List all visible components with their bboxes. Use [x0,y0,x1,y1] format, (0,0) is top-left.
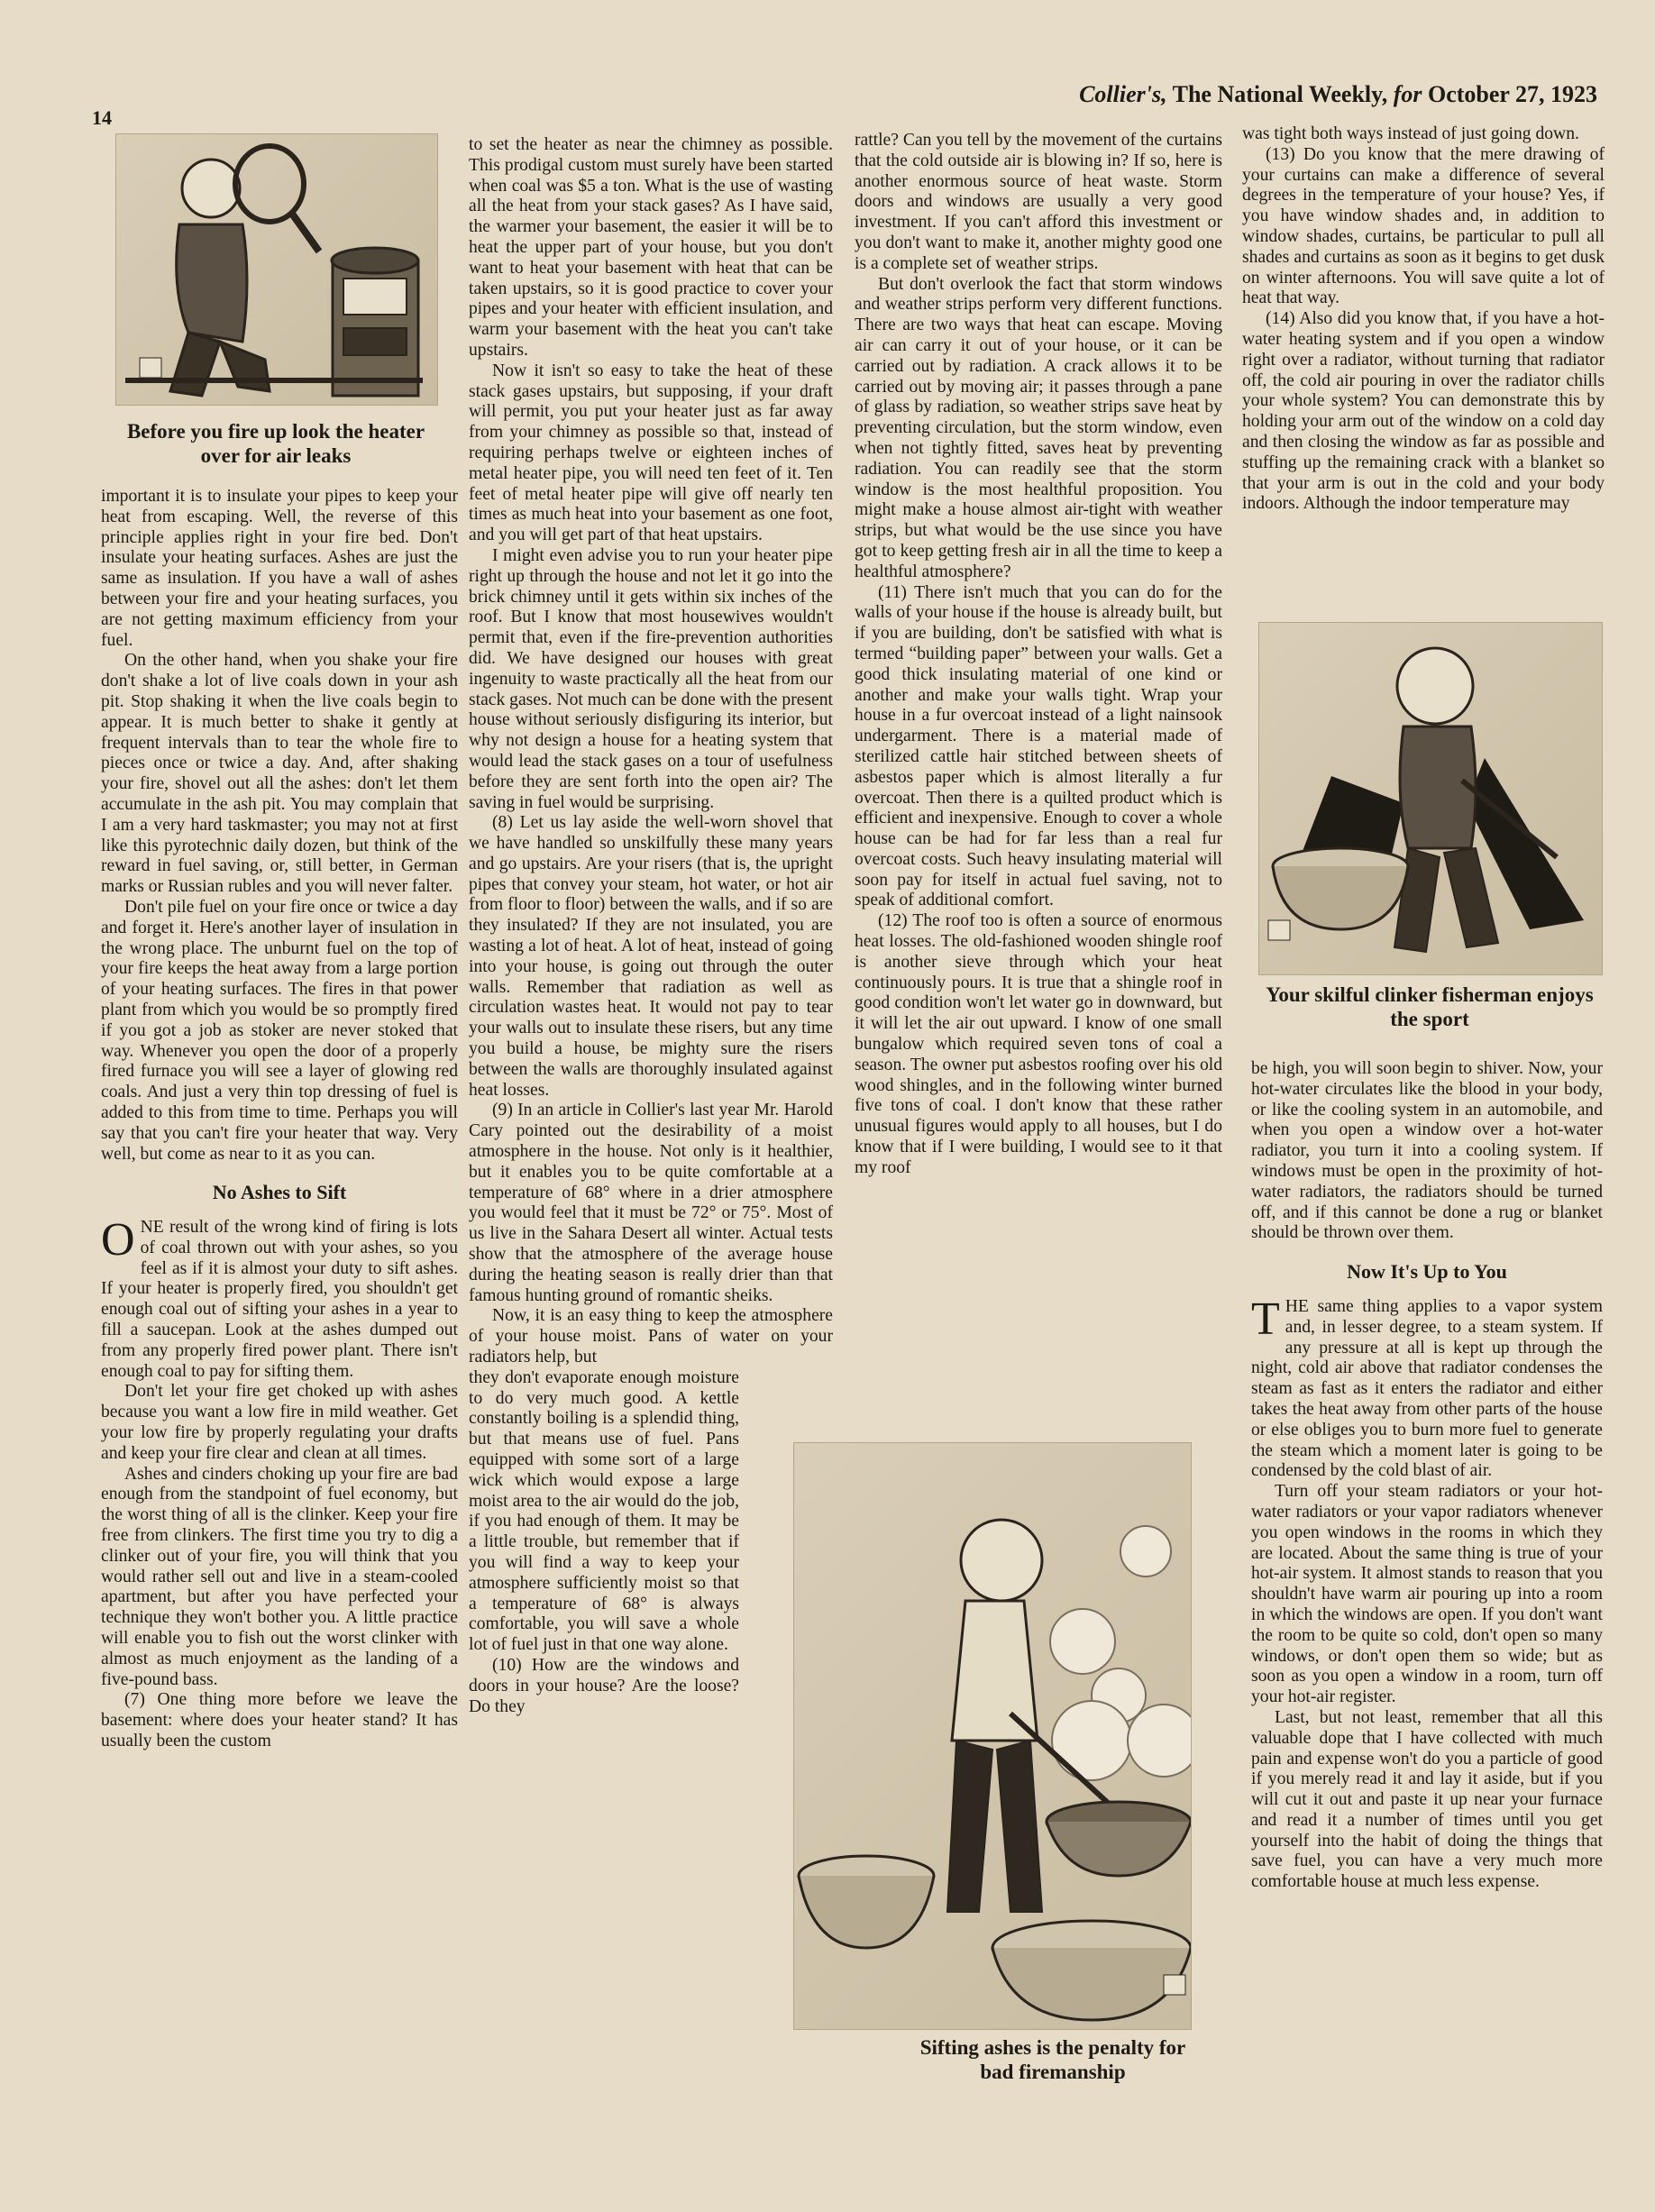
col4-paragraph-6: Turn off your steam radiators or your hot-water radiators or your vapor radiators whenever you open windows in the rooms in which they are located. About the same thing is true of your hot-air system. It almost stands to reason that you shouldn't have warm air pouring up into a room in which the windows are open. If you don't want the room to be quite so cold, don't open so many windows, or don't open them so wide; but as soon as you open a window in a room, turn off your hot-air register. [1251,1482,1603,1707]
column-4-top [1242,124,1605,515]
column-3 [855,131,1222,1179]
column-4-bottom [1251,1059,1603,1893]
illustration-sifting-ashes [793,1442,1192,2030]
issue-date: October 27, 1923 [1422,81,1597,107]
column-1 [101,487,458,1752]
col1-paragraph-5: Don't let your fire get choked up with ashes because you want a low fire in mild weather. Get your low fire by properly regulating your drafts and keep your fire clear and clean at all times. [101,1382,458,1463]
col2-paragraph-3: I might even advise you to run your heater pipe right up through the house and not let it go into the brick chimney until it gets within six inches of the roof. But I know that most housewives wouldn't permit that, even if the fire-prevention authorities did. We have designed our houses with great ingenuity to waste practically all the heat from our stack gases. Not much can be done with the present house without seriously disfiguring its interior, but why not design a house for a heating system that would lead the stack gases on a tour of usefulness before they are sent forth into the open air? The saving in fuel would be surprising. [469,545,833,812]
running-head-for: for [1393,81,1422,107]
subhead-no-ashes-to-sift: No Ashes to Sift [212,1181,347,1204]
col4-paragraph-3: (14) Also did you know that, if you have a hot-water heating system and if you open a window right over a radiator, without turning that radiator off, the cold air pouring in over the radiator chills your whole system? You can demonstrate this by holding your arm out of the window on a cold day and then closing the window as far as possible and stuffing up the remaining crack with a blanket so that your arm is out in the cold and your body indoors. Although the indoor temperature may [1242,309,1605,514]
illustration-clinker-fisherman [1258,622,1603,975]
subhead-now-its-up-to-you: Now It's Up to You [1347,1260,1507,1284]
caption-fig1: Before you fire up look the heater over for air leaks [126,420,425,467]
col4-paragraph-2: (13) Do you know that the mere drawing of your curtains can make a difference of several degrees in the temperature of your house? Yes, if you have window shades and, in addition to window shades, curtains, be particular to pull all shades and curtains as soon as it begins to get dusk on winter afternoons. You will save quite a lot of heat that way. [1242,144,1605,308]
col3-paragraph-2: But don't overlook the fact that storm windows and weather strips perform very different functions. There are two ways that heat can escape. Moving air can carry it out of your house, or it can be carried out by radiation. A crack allows it to be carried out by moving air; it passes through a pane of glass by radiation, so weather strips save heat by preventing circulation, but the storm window, even when not tightly fitted, saves heat by preventing radiation. You can readily see that the storm window is the most healthful proposition. You might make a house almost air-tight with weather strips, but what would be the use since you have got to keep getting fresh air in all the time to keep a healthful atmosphere? [855,274,1222,581]
drop-cap-t: T [1251,1293,1280,1345]
publication-name: Collier's, [1079,81,1167,107]
col3-paragraph-1: rattle? Can you tell by the movement of the curtains that the cold outside air is blowing in? If so, here is another enormous source of heat waste. Storm doors and windows are usually a very good investment. If you can't afford this investment or you don't want to make it, another mighty good one is a complete set of weather strips. [855,131,1222,273]
col4-paragraph-4: be high, you will soon begin to shiver. Now, your hot-water circulates like the blood in your body, or like the cooling system in an automobile, and when you open a window over a hot-water radiator, you turn it into a cooling system. If windows must be open in the proximity of hot-water radiators, the radiators should be turned off, and if this cannot be done a rug or blanket should be thrown over them. [1251,1059,1603,1243]
col1-paragraph-7: (7) One thing more before we leave the basement: where does your heater stand? It has usually been the custom [101,1690,458,1751]
col2-paragraph-7: (10) How are the windows and doors in your house? Are the loose? Do they [469,1655,739,1716]
col1-paragraph-2: On the other hand, when you shake your fire don't shake a lot of live coals down in your ash pit. Stop shaking it when the live coals begin to appear. It is much better to shake it gently at frequent intervals than to tear the whole fire to pieces once or twice a day. And, after shaking your fire, shovel out all the ashes: don't let them accumulate in the ash pit. You may complain that I am a very hard taskmaster; you may not at first like this pyrotechnic daily dozen, but think of the reward in fuel saving, or, still better, in German marks or Russian rubles and you will never falter. [101,651,458,897]
col2-narrow-wrap [469,1368,739,1718]
col2-paragraph-1: to set the heater as near the chimney as possible. This prodigal custom must surely have been started when coal was $5 a ton. What is the use of wasting all the heat from your stack gases? As I have said, the warmer your basement, the easier it will be to heat the upper part of your house, but you don't want to heat your basement with heat that can be taken upstairs, so it is good practice to cover your pipes and your heater with efficient insulation, and warm your basement with the heat you can't take upstairs. [469,135,833,360]
heater-inspection-drawing [116,134,437,405]
col4-paragraph-5-text: HE same thing applies to a vapor system and, in lesser degree, to a steam system. If any pressure at all is kept up through the night, cold air above that radiator condenses the steam as fast as it enters the radiator and either takes the heat away from other parts of the house or else obliges you to burn more fuel to generate the steam which a moment later is going to be condensed by the cold blast of air. [1251,1296,1603,1481]
col4-paragraph-5 [1251,1293,1603,1482]
caption-fig2: Your skilful clinker fisherman enjoys the sport [1266,983,1594,1030]
sifting-ashes-drawing [794,1443,1191,2029]
illustration-heater-inspection [115,133,438,406]
col4-paragraph-1: was tight both ways instead of just going down. [1242,124,1579,143]
col1-paragraph-6: Ashes and cinders choking up your fire are bad enough from the standpoint of fuel economy, but the worst thing of all is the clinker. Keep your fire free from clinkers. The first time you try to dig a clinker out of your fire, you will think that you would rather sell out and live in a steam-cooled apartment, but after you have perfected your technique they won't bother you. A little practice will enable you to fish out the worst clinker with almost as much enjoyment as the landing of a five-pound bass. [101,1464,458,1689]
col2-paragraph-5: (9) In an article in Collier's last year Mr. Harold Cary pointed out the desirability of a moist atmosphere in the house. Not only is it healthier, but it enables you to be quite comfortable at a temperature of 68° where in a drier atmosphere you would feel that it must be 72° or 75°. Most of us live in the Sahara Desert all winter. Actual tests show that the atmosphere of the average house during the heating season is really drier than that famous hunting ground of romantic sheiks. [469,1101,833,1305]
col2-paragraph-6a: Now, it is an easy thing to keep the atmosphere of your house moist. Pans of water on your radiators help, but [469,1306,833,1367]
running-head [1079,81,1597,108]
running-head-middle: The National Weekly, [1166,81,1394,107]
col2-paragraph-6b: they don't evaporate enough moisture to do very much good. A kettle constantly boiling is a splendid thing, but that means use of fuel. Pans equipped with some sort of a large wick which would expose a large moist area to the air would do the job, if you had enough of them. It may be a little trouble, but remember that if you will find a way to keep your atmosphere sufficiently moist so that a temperature of 68° is always comfortable, you will save a whole lot of fuel just in that one way alone. [469,1367,739,1655]
drop-cap-o: O [101,1214,135,1266]
col3-paragraph-4: (12) The roof too is often a source of enormous heat losses. The old-fashioned wooden shingle roof is another sieve through which your heat continuously pours. It is true that a shingle roof in good condition won't let water go in downward, but it will let the air out upward. I know of one small bungalow which required seven tons of coal a season. The owner put asbestos roofing over his old wood shingles, and in the following winter burned five tons of coal. I don't know that these rather unusual figures would apply to all houses, but I do know that if I were building, I would see to it that my roof [855,911,1222,1177]
col1-paragraph-1: important it is to insulate your pipes to keep your heat from escaping. Well, the reverse of this principle applies right in your fire bed. Don't insulate your heating surfaces. Ashes are just the same as insulation. If you have a wall of ashes between your fire and your heating surfaces, you are not getting maximum efficiency from your fuel. [101,487,458,650]
col3-paragraph-3: (11) There isn't much that you can do for the walls of your house if the house is already built, but if you are building, don't be satisfied with what is termed “building paper” between your walls. Get a good thick insulating material of one kind or another and make your walls tight. Wrap your house in a fur overcoat instead of a light nainsook undergarment. There is a material made of sterilized cattle hair stitched between sheets of asbestos paper which is almost literally a fur overcoat. Then there is a quilted product which is efficient and inexpensive. Enough to cover a whole house can be had for far less than a real fur overcoat costs. Such heavy insulating material will soon pay for itself in actual fuel saving, not to speak of additional comfort. [855,582,1222,910]
page-number: 14 [92,106,112,129]
col2-paragraph-2: Now it isn't so easy to take the heat of these stack gases upstairs, but supposing, if your draft will permit, you put your heater just as far away from your chimney as possible so that, instead of requiring perhaps twelve or eighteen inches of metal heater pipe, you will need ten feet of it. Ten feet of metal heater pipe will give off nearly ten times as much heat into your basement as one foot, and you will get part of that heat upstairs. [469,361,833,545]
col4-paragraph-7: Last, but not least, remember that all this valuable dope that I have collected with much pain and expense won't do you a particle of good if you merely read it and lay it aside, but if you will cut it out and paste it up near your furnace and read it a number of times until you get yourself into the habit of doing the things that save fuel, you can have a very much more comfortable house at much less expense. [1251,1707,1603,1892]
col2-paragraph-4: (8) Let us lay aside the well-worn shovel that we have handled so unskilfully these many years and go upstairs. Are your risers (that is, the upright pipes that convey your steam, hot water, or hot air from floor to floor) between the walls, and if so are they insulated? If they are not insulated, you are wasting a lot of heat. A lot of heat, instead of going into your house, is going out through the outer walls. Remember that radiation as well as circulation wastes heat. It would not pay to tear your walls out to insulate these risers, but any time you build a house, be mighty sure the risers between the walls are thoroughly insulated against heat losses. [469,813,833,1100]
col1-paragraph-4 [101,1214,458,1382]
col1-paragraph-3: Don't pile fuel on your fire once or twice a day and forget it. Here's another layer of insulation in the wrong place. The unburnt fuel on the top of your fire keeps the heat away from a large portion of your heating surfaces. The fires in that power plant from which you would be so promptly fired if you got a job as stoker are never stoked that way. Whenever you open the door of a properly fired furnace you will see a layer of glowing red coals. And just a very thin top dressing of fuel is added to this from time to time. Perhaps you will say that you can't fire your heater that way. Very well, but come as near to it as you can. [101,897,458,1164]
caption-fig3: Sifting ashes is the penalty for bad firemanship [919,2036,1186,2083]
column-2 [469,135,833,1717]
col1-paragraph-4-text: NE result of the wrong kind of firing is lots of coal thrown out with your ashes, so you feel as if it is almost your duty to sift ashes. If your heater is properly fired, you shouldn't get enough coal out of sifting your ashes in a year to fill a saucepan. Look at the ashes dumped out from any properly fired power plant. There isn't enough coal to pay for sifting them. [101,1218,458,1381]
clinker-fisherman-drawing [1259,623,1602,974]
